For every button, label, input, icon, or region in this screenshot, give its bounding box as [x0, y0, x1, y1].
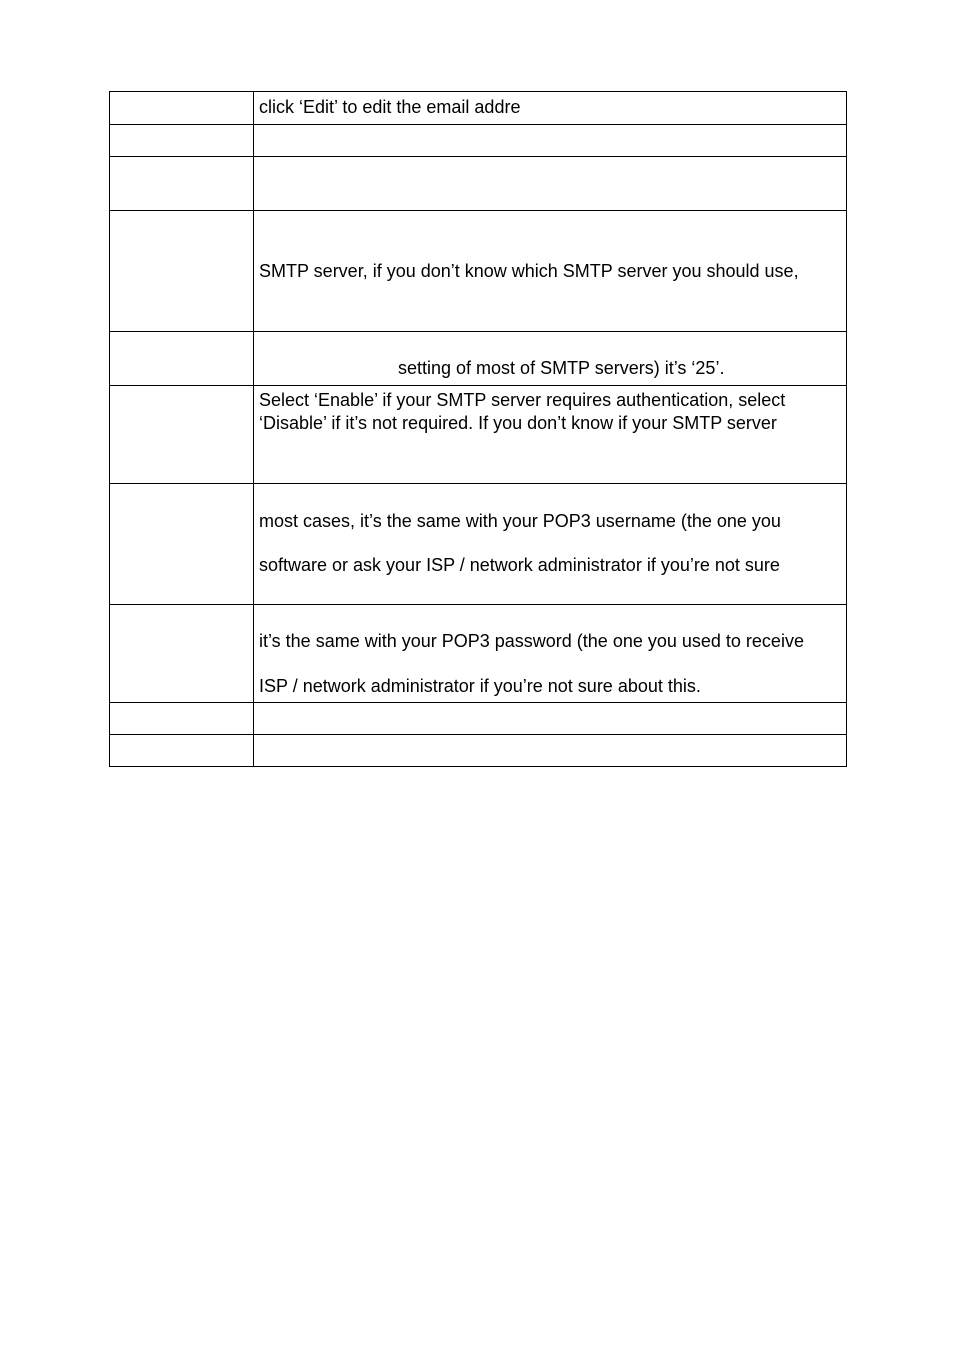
field-name-cell: [110, 484, 254, 605]
description-line: setting of most of SMTP servers) it’s ‘25’.: [398, 358, 725, 378]
table-row: [110, 92, 847, 125]
description-line: most cases, it’s the same with your POP3 username (the one you: [259, 511, 781, 531]
table-row: [110, 332, 847, 386]
settings-description-table: [109, 91, 847, 767]
field-description-cell: [254, 386, 847, 484]
field-description-cell: [254, 332, 847, 386]
description-line: software or ask your ISP / network administrator if you’re not sure: [259, 555, 780, 575]
field-description-cell: [254, 484, 847, 605]
table-row: [110, 211, 847, 332]
description-line: click ‘Edit’ to edit the email addre: [259, 97, 521, 117]
field-description-cell: [254, 157, 847, 211]
field-description-cell: [254, 735, 847, 767]
table-row: [110, 157, 847, 211]
field-name-cell: [110, 386, 254, 484]
field-name-cell: [110, 211, 254, 332]
field-description-cell: [254, 703, 847, 735]
description-line: ‘Disable’ if it’s not required. If you don’t know if your SMTP server: [259, 413, 777, 433]
description-line: Select ‘Enable’ if your SMTP server requires authentication, select: [259, 390, 786, 410]
field-name-cell: [110, 735, 254, 767]
description-line: SMTP server, if you don’t know which SMTP server you should use,: [259, 261, 799, 281]
field-name-cell: [110, 92, 254, 125]
field-name-cell: [110, 605, 254, 703]
table-row: [110, 386, 847, 484]
field-description-cell: [254, 92, 847, 125]
field-description-cell: [254, 211, 847, 332]
field-description-cell: [254, 125, 847, 157]
description-line: it’s the same with your POP3 password (the one you used to receive: [259, 631, 804, 651]
table-row: [110, 125, 847, 157]
table-row: [110, 703, 847, 735]
description-line: ISP / network administrator if you’re not sure about this.: [259, 676, 701, 696]
field-name-cell: [110, 703, 254, 735]
table-row: [110, 484, 847, 605]
field-name-cell: [110, 157, 254, 211]
table-row: [110, 605, 847, 703]
table-row: [110, 735, 847, 767]
field-name-cell: [110, 332, 254, 386]
field-description-cell: [254, 605, 847, 703]
field-name-cell: [110, 125, 254, 157]
